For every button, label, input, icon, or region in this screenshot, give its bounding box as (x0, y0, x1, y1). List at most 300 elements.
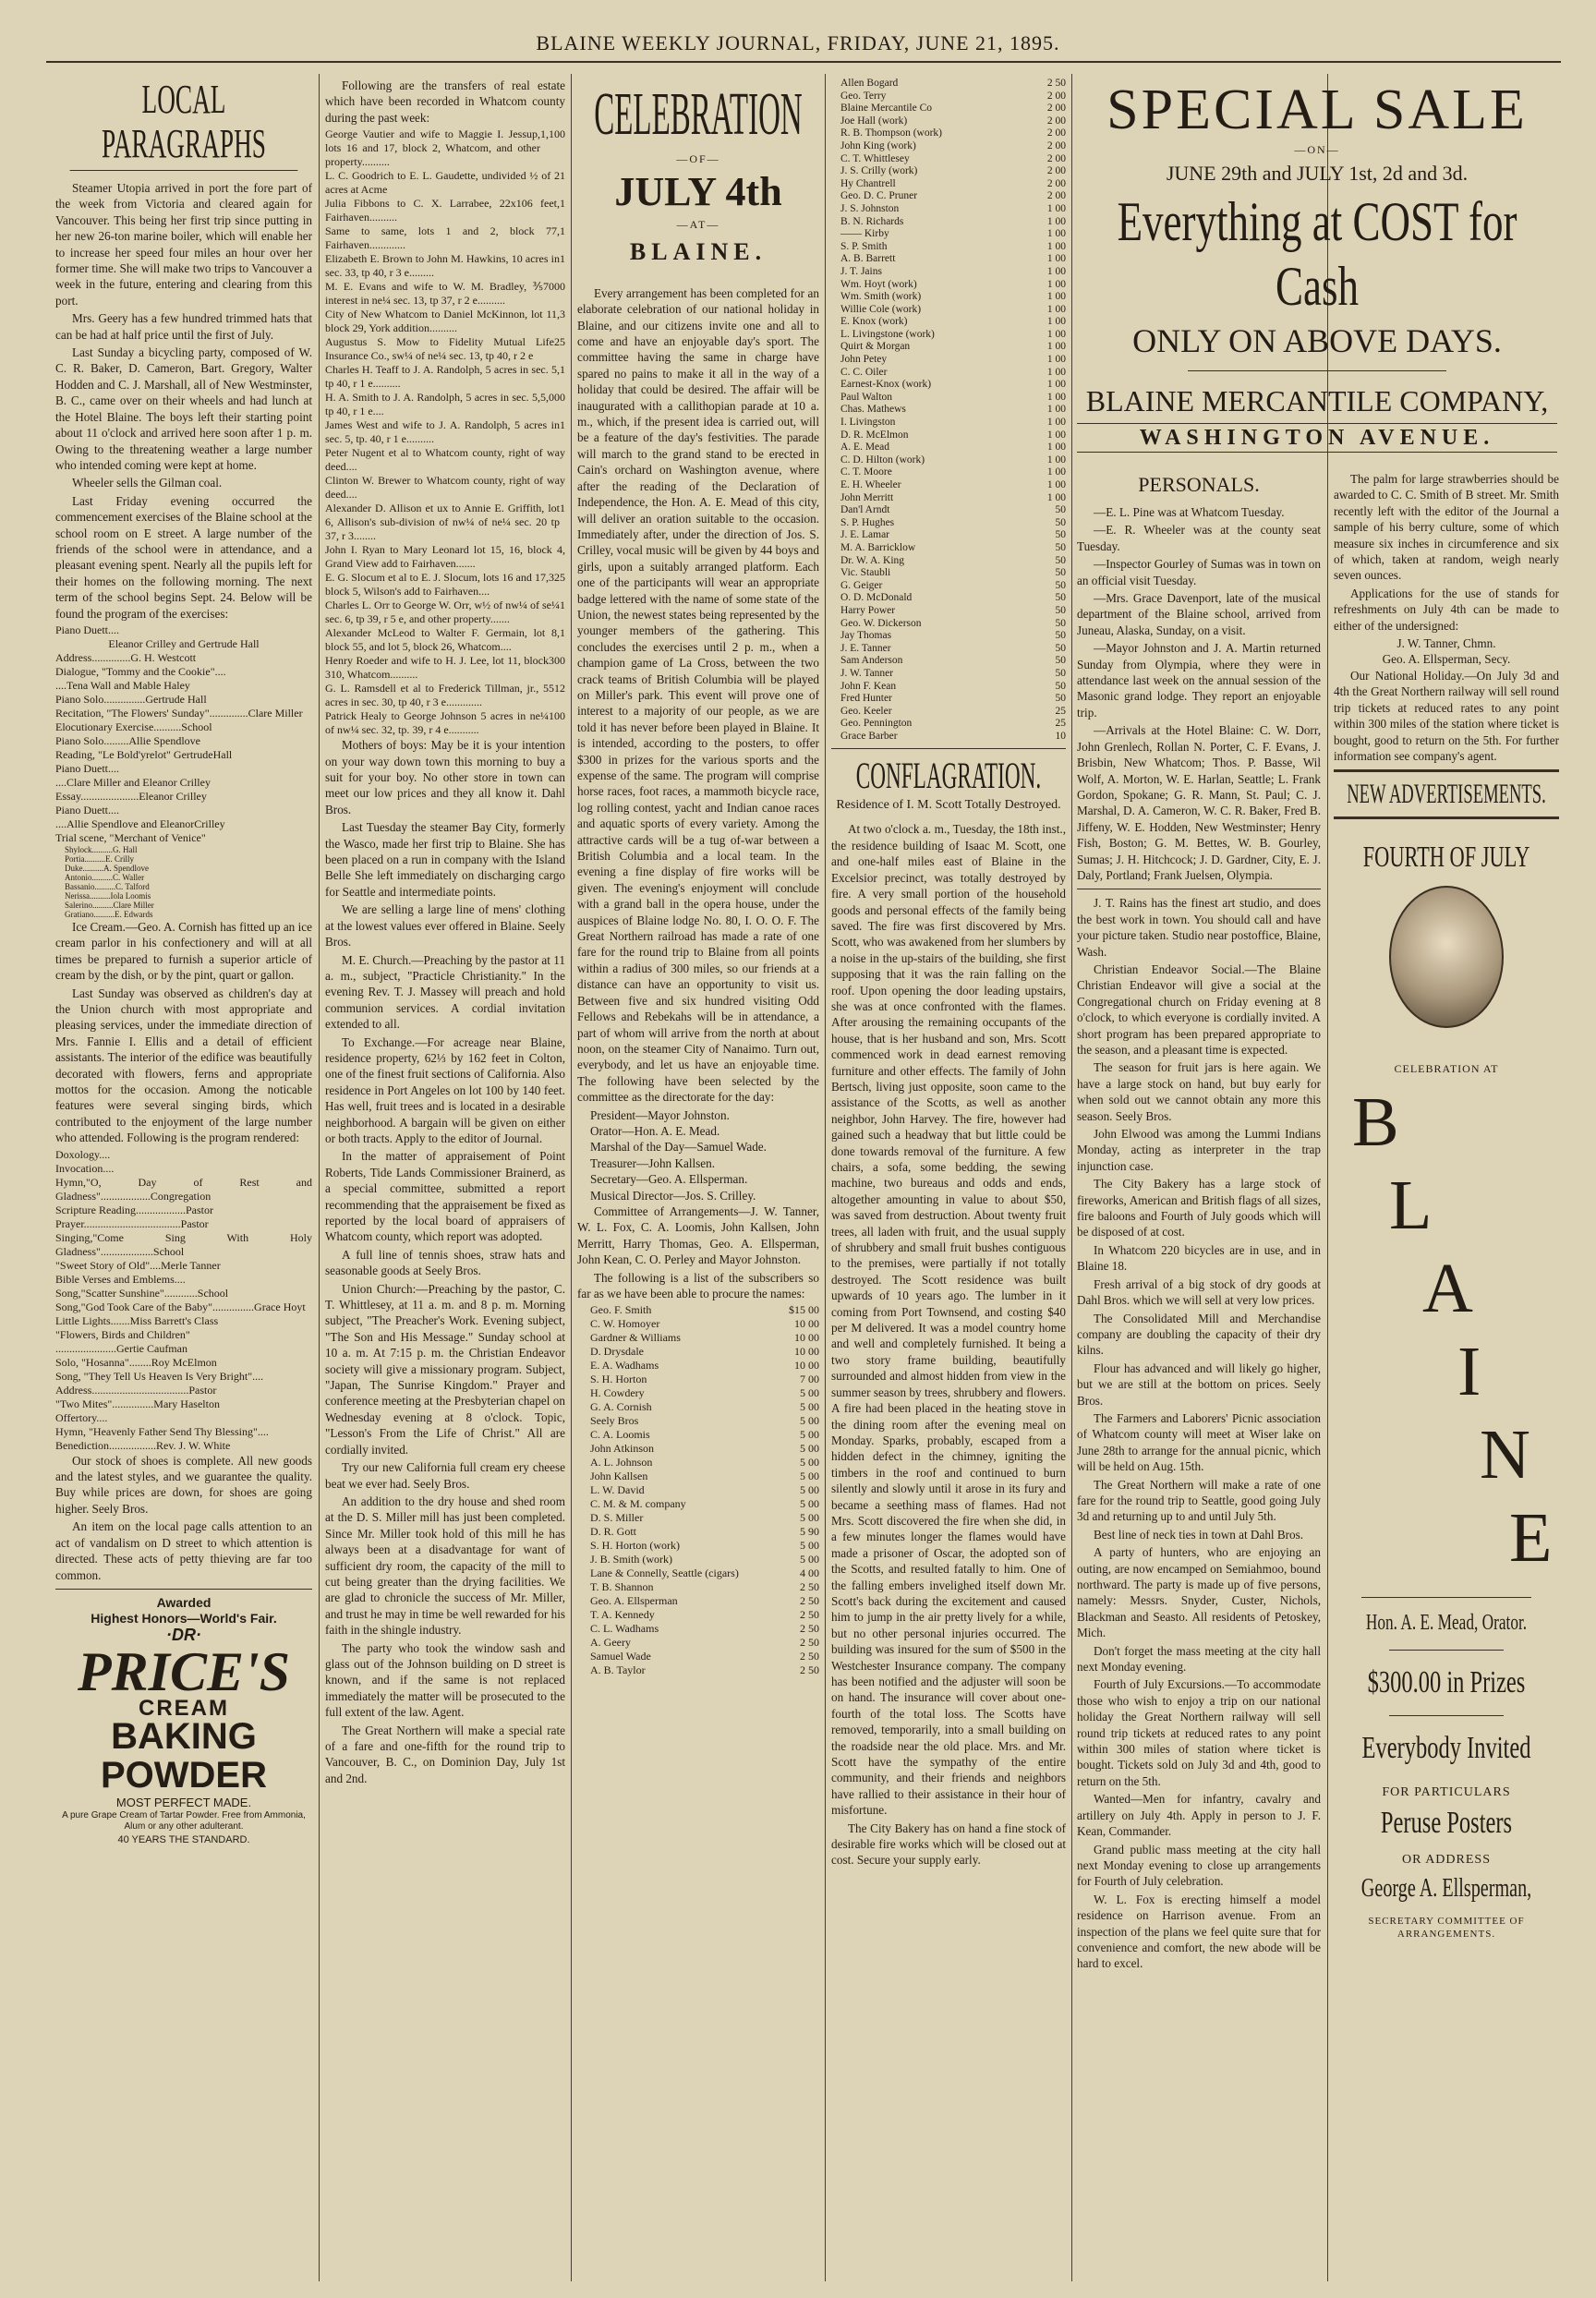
subscriber-row (840, 354, 1066, 367)
subscriber-name: S. H. Horton (590, 1373, 647, 1386)
subscriber-amount: 5 00 (800, 1456, 819, 1470)
subscriber-row (590, 1511, 819, 1525)
subscriber-amount: 4 00 (800, 1566, 819, 1580)
subscriber-row (590, 1317, 819, 1331)
subscriber-row (590, 1594, 819, 1608)
subscriber-amount: 50 (1055, 667, 1066, 679)
subscriber-name: Geo. Keeler (840, 705, 892, 717)
program-line: Essay.....................Eleanor Crilley (55, 789, 207, 803)
subscriber-name: A. E. Mead (840, 441, 890, 454)
transfer-row (325, 709, 565, 737)
subscriber-name: S. P. Hughes (840, 516, 895, 528)
subscriber-row (840, 279, 1066, 292)
subscriber-row (840, 78, 1066, 91)
subscriber-row (840, 367, 1066, 380)
paragraph: In Whatcom 220 bicycles are in use, and in Blaine 18. (1077, 1242, 1321, 1274)
ad-pure: A pure Grape Cream of Tartar Powder. Free from Ammonia, Alum or any other adulterant. (62, 1809, 306, 1832)
divider (55, 1589, 312, 1590)
transfer-desc: Patrick Healy to George Johnson 5 acres in ne¼ of nw¼ sec. 32, tp. 39, r 4 e........... (325, 709, 549, 737)
subscriber-amount: 50 (1055, 579, 1066, 591)
conflagration-heading: CONFLAGRATION. (855, 755, 1042, 797)
subscriber-row (840, 580, 1066, 593)
subscriber-row (840, 266, 1066, 279)
paragraph: The following is a list of the subscribers so far as we have been able to procure the names: (577, 1270, 819, 1300)
divider (1334, 816, 1559, 819)
subscriber-amount: 2 00 (1046, 152, 1066, 164)
subscriber-row (840, 441, 1066, 454)
subscriber-name: S. P. Smith (840, 240, 888, 252)
paragraph: Fourth of July Excursions.—To accommodate those who wish to enjoy a trip on our national holiday the Great Northern railway will sell round trip tickets at reduced rates to any point within 300 miles of station where ticket is bought. Tickets sold on July 3d and 4th, good to return on the 5th. (1077, 1677, 1321, 1788)
ad-honors: Highest Honors—World's Fair. (91, 1611, 277, 1627)
paragraph: We are selling a large line of mens' clothing at the lowest values ever offered in Blaine. Seely Bros. (325, 902, 565, 949)
subscriber-row (840, 103, 1066, 115)
cast-line: Salerino..........Clare Miller (65, 900, 154, 910)
peruse-posters-line: Peruse Posters (1380, 1806, 1513, 1841)
subscriber-amount: 1 00 (1046, 240, 1066, 252)
subscriber-row (590, 1539, 819, 1553)
subscriber-amount: 2 00 (1046, 139, 1066, 151)
subscriber-amount: 2 00 (1046, 177, 1066, 189)
subscriber-row (840, 605, 1066, 618)
program-line: Dialogue, "Tommy and the Cookie".... (55, 664, 226, 678)
subscriber-row (840, 203, 1066, 216)
subscriber-amount: 5 00 (800, 1386, 819, 1400)
local-paragraphs-heading: LOCAL PARAGRAPHS (70, 78, 298, 171)
transfer-amount: 1 (560, 599, 565, 612)
transfer-amount: 512 (549, 682, 565, 695)
paragraph: Committee of Arrangements—J. W. Tanner, W. L. Fox, C. A. Loomis, John Kallsen, John Merritt, Harry Thomas, Geo. A. Ellsperman, John Kean, C. O. Perley and Mayor Johnston. (577, 1203, 819, 1267)
paragraph: The season for fruit jars is here again. We have a large stock on hand, but buy early for when sold out we cannot obtain any more this season. Seely Bros. (1077, 1060, 1321, 1123)
paragraph: Wanted—Men for infantry, cavalry and artillery on July 4th. Apply in person to J. F. Kean, Commander. (1077, 1792, 1321, 1839)
subscriber-row (840, 479, 1066, 492)
program-line: Benediction.................Rev. J. W. White (55, 1438, 231, 1452)
column-celebration (577, 78, 819, 2285)
subscriber-name: J. T. Jains (840, 265, 882, 277)
subscriber-row (840, 341, 1066, 354)
subscriber-row (590, 1386, 819, 1400)
column-local-paragraphs (55, 78, 312, 2285)
special-sale-dates: JUNE 29th and JULY 1st, 2d and 3d. (1166, 162, 1469, 186)
paragraph: John Elwood was among the Lummi Indians Monday, acting as interpreter in the trap injunction case. (1077, 1127, 1321, 1173)
subscriber-row (840, 643, 1066, 656)
program-line: Bible Verses and Emblems.... (55, 1272, 186, 1286)
blaine-letter: A (1422, 1249, 1473, 1327)
subscriber-name: Vic. Staubli (840, 567, 891, 579)
cast-line: Nerissa..........Iola Loomis (65, 890, 151, 901)
subscriber-amount: 50 (1055, 655, 1066, 667)
subscriber-name: Geo. Pennington (840, 718, 913, 730)
subscriber-row (590, 1456, 819, 1470)
subscriber-amount: 25 (1055, 718, 1066, 730)
blaine-letter: B (1352, 1082, 1399, 1161)
subscriber-row (840, 216, 1066, 229)
paragraph: Wheeler sells the Gilman coal. (72, 476, 223, 490)
subscriber-name: Geo. D. C. Pruner (840, 190, 918, 202)
subscriber-row (840, 529, 1066, 542)
subscriber-row (840, 178, 1066, 191)
subscriber-amount: 2 00 (1046, 190, 1066, 202)
program-line: Song,"Scatter Sunshine"............School (55, 1286, 229, 1300)
subscriber-row (840, 454, 1066, 467)
subscriber-row (590, 1331, 819, 1345)
subscriber-row (840, 392, 1066, 405)
subscriber-amount: 1 00 (1046, 354, 1066, 366)
celebration-at: —AT— (676, 218, 720, 232)
subscriber-amount: 10 00 (794, 1317, 819, 1331)
paragraph: In the matter of appraisement of Point Roberts, Tide Lands Commissioner Brainerd, as a special committee, submitted a report recommending that the appraisement be fixed as reported by the local board of appraisers of Whatcom county, which report was adopted. (325, 1149, 565, 1244)
transfer-desc: Peter Nugent et al to Whatcom county, right of way deed.... (325, 446, 565, 474)
special-sale-everything: Everything at COST for Cash (1117, 191, 1517, 318)
subscriber-name: Samuel Wade (590, 1650, 651, 1663)
transfer-row (325, 682, 565, 709)
paragraph: The Great Northern will make a rate of one fare for the round trip to Seattle, good going July 3d and returning up to and until July 5th. (1077, 1477, 1321, 1524)
paragraph: Our National Holiday.—On July 3d and 4th the Great Northern railway will sell round trip tickets at reduced rates to any point within 300 miles of the station where ticket is bought, good to return on the 5th. For further information see company's agent. (1334, 668, 1559, 763)
subscriber-row (840, 127, 1066, 140)
subscriber-amount: 5 00 (800, 1483, 819, 1497)
transfer-row (325, 418, 565, 446)
program-line: Piano Solo...............Gertrude Hall (55, 692, 207, 706)
subscriber-row (840, 190, 1066, 203)
divider (1361, 1597, 1531, 1598)
program-line: Piano Duett.... (55, 761, 119, 775)
everybody-invited-line: Everybody Invited (1361, 1730, 1531, 1765)
program-line: Song,"God Took Care of the Baby"...............Grace Hoyt (55, 1300, 306, 1313)
subscriber-amount: 1 00 (1046, 466, 1066, 478)
subscriber-row (590, 1663, 819, 1677)
subscribers-list-continued (831, 78, 1066, 743)
special-sale-avenue: WASHINGTON AVENUE. (1077, 423, 1557, 453)
paragraph: At two o'clock a. m., Tuesday, the 18th inst., the residence building of Isaac M. Scott, one and one-half miles east of Blaine in the Excelsior precinct, was totally destroyed by fire. A very small portion of the household goods and personal effects of the family being saved. The fire was first discovered by Mrs. Scott, who was awakened from her slumbers by a noise in the up-stairs of the building, she first supposing that it was the rain falling on the roof. Upon opening the door leading upstairs, she was at once confronted with the flames. After arousing the remaining occupants of the house, that is her husband and son, Mrs. Scott commenced work in dead earnest removing furniture and other effects. The family of John Bertsch, living just opposite, soon came to the assistance of the Scotts, as well as another neighbor, John Harvey. The fire, however had gained such a headway that but little could be done towards removal of the furniture. A few chairs, a sofa, some bedding, the sewing machine, two bureaus and odds and ends, altogether amounting in value to about $50, was saved from destruction. About twenty fruit trees, all laden with fruit, and the usual supply of shrubbery and small fruit bushes contiguous to the premises, were partially if not totally destroyed. The Scott residence was built upwards of 10 years ago. The lumber in it coming from Port Townsend, and costing $40 per M delivered. It was a model country home and well and completely furnished. It being a two story frame building, beautifully surrounded and almost hidden from view in the summer season by trees, shrubbery and flowers. A fire had been placed in the heating stove in the dining room after the evening meal on Monday. Sparks, probably, escaped from a hidden defect in the chimney, igniting the timbers in the roof and continued to burn silently and slowly until it arose in its fury and became a seething mass of flames. Had not Mrs. Scott discovered the fire when she did, in a few minutes longer the flames would have made a prisoner of Oscar, the adopted son of the Scotts, and resulted fatally to him. One of the falling embers invelighed itself down Mr. Scott's back during the excitement and caused him to jump in the air pretty lively for a while, but no other personal injuries occurred. The building was insured for the sum of $500 in the Westchester Insurance company. The company has been notified and the adjuster will soon be on hand. The insurance will cover about one-fourth of the total loss. The Scotts have removed, temporarily, into a small building on the roadside near the old place. Mrs. and Mr. Scott have the sympathy of the entire community, and their friends and neighbors have rallied to their assistance in their hour of misfortune. (831, 822, 1066, 1818)
subscriber-row (840, 241, 1066, 254)
subscriber-amount: 2 50 (800, 1636, 819, 1650)
subscriber-amount: 10 00 (794, 1331, 819, 1345)
subscriber-row (840, 492, 1066, 505)
ad-years: 40 YEARS THE STANDARD. (117, 1833, 250, 1845)
subscriber-row (840, 504, 1066, 517)
church-program (55, 1148, 312, 1453)
program-line: Trial scene, "Merchant of Venice" (55, 830, 206, 844)
personal-item: —E. L. Pine was at Whatcom Tuesday. (1094, 505, 1285, 519)
subscriber-amount: 50 (1055, 504, 1066, 516)
subscriber-amount: 50 (1055, 642, 1066, 654)
column-new-advertisements (1334, 471, 1559, 2285)
subscriber-name: John Merritt (840, 491, 894, 503)
prices-baking-powder-ad (55, 1595, 312, 1848)
cast-line: Antonio..........C. Waller (65, 872, 145, 882)
subscriber-name: E. H. Wheeler (840, 479, 901, 490)
subscriber-name: Wm. Smith (work) (840, 291, 922, 303)
subscriber-name: E. Knox (work) (840, 316, 908, 328)
subscriber-name: Sam Anderson (840, 655, 903, 667)
transfer-row (325, 599, 565, 626)
program-line: Hymn,"O, Day of Rest and Gladness"..................Congregation (55, 1175, 312, 1203)
subscriber-amount: 1 00 (1046, 278, 1066, 290)
subscribers-list (577, 1303, 819, 1677)
washington-portrait-icon (1389, 886, 1504, 1028)
ad-awarded: Awarded (156, 1594, 212, 1610)
subscriber-amount: 5 00 (800, 1553, 819, 1566)
subscriber-amount: 50 (1055, 630, 1066, 642)
subscriber-name: T. B. Shannon (590, 1580, 654, 1594)
fourth-of-july-title: FOURTH OF JULY (1362, 840, 1530, 874)
divider (1389, 1650, 1504, 1651)
subscriber-row (840, 555, 1066, 568)
personal-item: —Arrivals at the Hotel Blaine: C. W. Dorr, John Grenlech, Rollan N. Porter, C. F. Evans, J. Brisbin, New Whatcom; Thos. P. Basse, Wil Wolf, A. Morton, W. E. Harlan, Seattle; L. Frank Gordon, Spokane; G. R. Mann, St. Paul; C. J. Marshal, D. A. Cameron, W. C. R. Baker, Fred B. Jiffeny, W. E. Hodden, New Westminster; Henry Fish, Boston; G. M. Bettes, W. B. Gourley, Sumas; J. H. Hitchcock; J. D. Gardner, City, E. J. Daly, Portland; Frank Juelsen, Olympia. (1077, 723, 1321, 882)
subscriber-row (590, 1428, 819, 1442)
transfer-amount: 1 (560, 224, 565, 238)
subscriber-row (590, 1470, 819, 1483)
transfer-desc: H. A. Smith to J. A. Randolph, 5 acres in sec. 5, tp 40, r 1 e.... (325, 391, 540, 418)
subscriber-amount: 1 00 (1046, 379, 1066, 391)
subscriber-name: G. A. Cornish (590, 1400, 652, 1414)
paragraph: Last Sunday a bicycling party, composed of W. C. R. Baker, D. Cameron, Bart. Gregory, Walter Hodden and C. J. Marshall, all of New Westminster, B. C., came over on their wheels and had lunch at the Hotel Blaine. The boys left their starting point about 11 o'clock and arrived here soon after 1 p. m. Owing to the threatening weather a large number who intended coming were kept at home. (55, 345, 312, 472)
subscriber-amount: 10 00 (794, 1359, 819, 1373)
program-line: Doxology.... (55, 1147, 111, 1161)
subscriber-row (840, 630, 1066, 643)
transfer-row (325, 446, 565, 474)
secretary-line: SECRETARY COMMITTEE OF ARRANGEMENTS. (1368, 1915, 1525, 1940)
subscriber-amount: 1 00 (1046, 404, 1066, 416)
subscriber-name: J. E. Lamar (840, 529, 890, 541)
transfer-desc: John I. Ryan to Mary Leonard lot 15, 16, block 4, Grand View add to Fairhaven....... (325, 543, 565, 571)
conflagration-subheading: Residence of I. M. Scott Totally Destroyed. (836, 798, 1061, 813)
subscriber-row (590, 1553, 819, 1566)
program-line: Prayer...................................Pastor (55, 1216, 209, 1230)
paragraph: A party of hunters, who are enjoying an outing, are now encamped on Semiahmoo, bound northward. The party is made up of five persons, namely: Messrs. Snyder, Custer, Nichols, Blackman and Seasto. All residents of Petoskey, Mich. (1077, 1545, 1321, 1640)
school-program (55, 623, 312, 845)
transfer-row (325, 391, 565, 418)
subscriber-name: Geo. Terry (840, 90, 887, 102)
paragraph: The Farmers and Laborers' Picnic association of Whatcom county will meet at Wiser lake on June 28th to arrange for the annual picnic, which will be held on Aug. 15th. (1077, 1410, 1321, 1474)
paragraph: J. T. Rains has the finest art studio, and does the best work in town. You should call and have your picture taken. Studio near postoffice, Blaine, Wash. (1077, 896, 1321, 959)
directorate-line: Orator—Hon. A. E. Mead. (590, 1123, 720, 1138)
subscriber-name: C. T. Moore (840, 466, 892, 478)
subscriber-row (840, 417, 1066, 429)
subscriber-name: Lane & Connelly, Seattle (cigars) (590, 1566, 739, 1580)
subscriber-row (590, 1414, 819, 1428)
transfer-row (325, 654, 565, 682)
subscriber-name: A. B. Barrett (840, 253, 896, 265)
subscriber-name: Willie Cole (work) (840, 303, 922, 315)
subscriber-amount: 2 50 (800, 1663, 819, 1677)
directorate-line: Musical Director—Jos. S. Crilley. (590, 1188, 756, 1203)
directorate-line: Treasurer—John Kallsen. (590, 1155, 716, 1170)
paragraph: A full line of tennis shoes, straw hats and seasonable goods at Seely Bros. (325, 1247, 565, 1278)
subscriber-amount: 5 00 (800, 1428, 819, 1442)
subscriber-amount: 1 00 (1046, 265, 1066, 277)
transfer-desc: Alexander McLeod to Walter F. Germain, lot 8, block 55, and lot 5, block 26, Whatcom.... (325, 626, 560, 654)
transfer-amount: 1 (560, 363, 565, 377)
transfer-amount: 1 (560, 169, 565, 183)
subscriber-name: John Petey (840, 354, 888, 366)
subscriber-row (840, 404, 1066, 417)
subscriber-name: R. B. Thompson (work) (840, 127, 942, 139)
program-line: Hymn, "Heavenly Father Send Thy Blessing".... (55, 1424, 269, 1438)
subscriber-amount: 1 00 (1046, 328, 1066, 340)
subscriber-amount: 2 50 (800, 1580, 819, 1594)
paragraph: M. E. Church.—Preaching by the pastor at 11 a. m., subject, "Practicle Christianity." In the evening Rev. T. J. Massey will preach and hold communion services. A cordial invitation extended to all. (325, 952, 565, 1032)
transfer-desc: M. E. Evans and wife to W. M. Bradley, ⅗ interest in ne¼ sec. 13, tp 37, r 2 e.......... (325, 280, 543, 308)
subscriber-amount: 1 00 (1046, 228, 1066, 240)
program-line: ....Allie Spendlove and EleanorCrilley (55, 816, 225, 830)
subscriber-amount: 5 90 (800, 1525, 819, 1539)
subscriber-name: Allen Bogard (840, 78, 899, 89)
subscriber-amount: 5 00 (800, 1470, 819, 1483)
subscriber-name: O. D. McDonald (840, 592, 913, 604)
subscriber-row (590, 1636, 819, 1650)
subscriber-name: Dan'l Arndt (840, 504, 890, 516)
program-line: ......................Gertie Caufman (55, 1341, 187, 1355)
subscriber-name: Chas. Mathews (840, 404, 906, 416)
subscriber-row (840, 316, 1066, 329)
subscriber-name: J. S. Johnston (840, 202, 900, 214)
subscriber-amount: 1 00 (1046, 341, 1066, 353)
special-sale-company: BLAINE MERCANTILE COMPANY, (1085, 384, 1549, 418)
subscriber-amount: 5 00 (800, 1400, 819, 1414)
transfer-row (325, 363, 565, 391)
cast-line: Shylock..........G. Hall (65, 844, 138, 854)
transfer-desc: Charles H. Teaff to J. A. Randolph, 5 acres in sec. 5, tp 40, r 1 e.......... (325, 363, 560, 391)
subscriber-row (840, 329, 1066, 342)
program-line: Elocutionary Exercise..........School (55, 720, 212, 733)
subscriber-name: Geo. W. Dickerson (840, 617, 922, 629)
subscriber-amount: 1 00 (1046, 479, 1066, 490)
personal-item: —Inspector Gourley of Sumas was in town on an official visit Tuesday. (1077, 557, 1321, 587)
subscriber-row (840, 466, 1066, 479)
subscriber-name: G. Geiger (840, 579, 883, 591)
transfer-desc: Elizabeth E. Brown to John M. Hawkins, 10 acres in sec. 33, tp 40, r 3 e......... (325, 252, 560, 280)
subscriber-row (840, 291, 1066, 304)
subscriber-amount: 5 00 (800, 1511, 819, 1525)
directorate-line: Marshal of the Day—Samuel Wade. (590, 1140, 767, 1155)
directorate-line: President—Mayor Johnston. (590, 1107, 730, 1122)
subscriber-name: C. M. & M. company (590, 1497, 686, 1511)
subscriber-name: S. H. Horton (work) (590, 1539, 680, 1553)
column-divider (825, 74, 826, 2281)
subscriber-name: Joe Hall (work) (840, 115, 908, 127)
subscriber-row (840, 681, 1066, 694)
paragraph: Christian Endeavor Social.—The Blaine Christian Endeavor will give a social at the Congregational church on Friday evening at 8 o'clock, to which everyone is cordially invited. A short program has been prepared appropriate to the season, and a pleasant time is expected. (1077, 962, 1321, 1057)
subscriber-name: H. Cowdery (590, 1386, 645, 1400)
subscriber-amount: 50 (1055, 604, 1066, 616)
program-line: Scripture Reading..................Pastor (55, 1203, 213, 1216)
blaine-letter: N (1480, 1415, 1530, 1494)
signature: Geo. A. Ellsperman, Secy. (1382, 652, 1511, 667)
cast-line: Gratiano..........E. Edwards (65, 909, 153, 919)
transfer-row (325, 127, 565, 169)
subscriber-row (840, 153, 1066, 166)
column-divider (571, 74, 572, 2281)
special-sale-only: ONLY ON ABOVE DAYS. (1132, 322, 1502, 360)
subscriber-amount: 5 00 (800, 1539, 819, 1553)
subscriber-row (590, 1608, 819, 1622)
subscriber-amount: 2 50 (800, 1650, 819, 1663)
ad-baking: BAKING (111, 1715, 257, 1757)
program-line: "Sweet Story of Old"....Merle Tanner (55, 1258, 221, 1272)
subscriber-name: B. N. Richards (840, 215, 904, 227)
transfer-row (325, 197, 565, 224)
subscriber-row (840, 253, 1066, 266)
subscriber-amount: 1 00 (1046, 291, 1066, 303)
subscriber-row (590, 1400, 819, 1414)
program-line: "Two Mites"...............Mary Haselton (55, 1397, 220, 1410)
subscriber-name: D. S. Miller (590, 1511, 644, 1525)
celebration-at: CELEBRATION AT (1394, 1062, 1499, 1076)
subscriber-amount: 50 (1055, 516, 1066, 528)
subscriber-name: J. E. Tanner (840, 642, 891, 654)
transfer-amount: 25 (554, 335, 565, 349)
special-sale-title: SPECIAL SALE (1106, 79, 1528, 141)
ad-prices: PRICE'S (77, 1641, 291, 1703)
transfer-desc: Augustus S. Mow to Fidelity Mutual Life Insurance Co., sw¼ of ne¼ sec. 13, tp 40, r 2 e (325, 335, 554, 363)
transfer-row (325, 224, 565, 252)
subscriber-amount: 50 (1055, 693, 1066, 705)
transfer-amount: 1 (560, 626, 565, 640)
transfer-desc: Alexander D. Allison et ux to Annie E. Griffith, lot 6, Allison's sub-division of nw¼ of ne¼ sec. 20 tp 37, r 3........ (325, 502, 560, 543)
subscriber-row (590, 1497, 819, 1511)
program-line: Invocation.... (55, 1161, 115, 1175)
transfer-amount: 1 (560, 252, 565, 266)
transfer-amount: 325 (549, 571, 565, 585)
divider (1188, 370, 1446, 371)
subscriber-row (590, 1303, 819, 1317)
subscriber-name: Dr. W. A. King (840, 554, 905, 566)
subscriber-name: Jay Thomas (840, 630, 892, 642)
signature: J. W. Tanner, Chmn. (1396, 636, 1496, 651)
paragraph: W. L. Fox is erecting himself a model residence on Harrison avenue. From an inspection of the plans we feel quite sure that for convenience and comfort, the new abode will be hard to excel. (1077, 1892, 1321, 1971)
personal-item: —E. R. Wheeler was at the county seat Tuesday. (1077, 523, 1321, 553)
transfer-desc: Julia Fibbons to C. X. Larrabee, 22x106 feet, Fairhaven.......... (325, 197, 560, 224)
paragraph: Don't forget the mass meeting at the city hall next Monday evening. (1077, 1643, 1321, 1675)
transfer-row (325, 571, 565, 599)
paragraph: The Great Northern will make a special rate of a fare and one-fifth for the round trip to Vancouver, B. C., on Dominion Day, July 1st and 2nd. (325, 1723, 565, 1785)
ad-most-perfect: MOST PERFECT MADE. (115, 1795, 252, 1809)
divider (831, 748, 1066, 749)
transfer-row (325, 626, 565, 654)
subscriber-amount: 50 (1055, 529, 1066, 541)
paragraph: Last Friday evening occurred the commencement exercises of the Blaine school at the school room on E street. A large number of the friends of the school were in attendance, and a pleasant evening spent. Nearly all the pupils left for their homes on the following morning. The next term of the school begins Sept. 24. Below will be found the program of the exercises: (55, 493, 312, 621)
july-4th-heading: JULY 4th (614, 169, 782, 215)
subscriber-amount: 10 (1055, 730, 1066, 742)
subscriber-row (590, 1483, 819, 1497)
blaine-letters (1334, 1078, 1559, 1577)
subscriber-row (840, 706, 1066, 719)
program-line: Solo, "Hosanna"........Roy McElmon (55, 1355, 217, 1369)
paragraph: Union Church:—Preaching by the pastor, C. T. Whittlesey, at 11 a. m. and 8 p. m. Morning subject, "The Preacher's Work. Evening subject, "The Son and His Message." Sunday school at 10 a. m. At 7:15 p. m. the Christian Endeavor society will give a missionary program. Subject, "Japan, The Sunrise Kingdom." Prayer and conference meeting at the Presbyterian chapel on Wednesday evening at 8 o'clock. Topic, "Lesson's From the Life of Christ." All are cordially invited. (325, 1281, 565, 1457)
subscriber-row (590, 1566, 819, 1580)
transfer-row (325, 335, 565, 363)
paragraph: Grand public mass meeting at the city hall next Monday evening to close up arrangements for Fourth of July celebration. (1077, 1842, 1321, 1889)
subscriber-name: I. Livingston (840, 417, 896, 429)
program-line: Reading, "Le Bold'yrelot" GertrudeHall (55, 747, 233, 761)
subscriber-amount: 10 00 (794, 1345, 819, 1359)
subscriber-amount: 1 00 (1046, 391, 1066, 403)
subscriber-name: T. A. Kennedy (590, 1608, 655, 1622)
paragraph: Mothers of boys: May be it is your intention on your way down town this morning to buy a suit for your boy. No other store in town can meet our low prices and they all know it. Dahl Bros. (325, 738, 565, 816)
subscriber-name: Quirt & Morgan (840, 341, 911, 353)
special-sale-ad (1077, 78, 1557, 502)
subscriber-row (840, 618, 1066, 631)
column-divider (1071, 74, 1072, 2281)
subscriber-name: J. W. Tanner (840, 667, 894, 679)
subscriber-name: Paul Walton (840, 391, 893, 403)
transfer-amount: 3 (560, 308, 565, 321)
transfer-amount: 1 (560, 502, 565, 515)
subscriber-row (840, 517, 1066, 530)
subscriber-name: Geo. F. Smith (590, 1303, 652, 1317)
subscriber-row (840, 91, 1066, 103)
subscriber-name: D. R. Gott (590, 1525, 637, 1539)
